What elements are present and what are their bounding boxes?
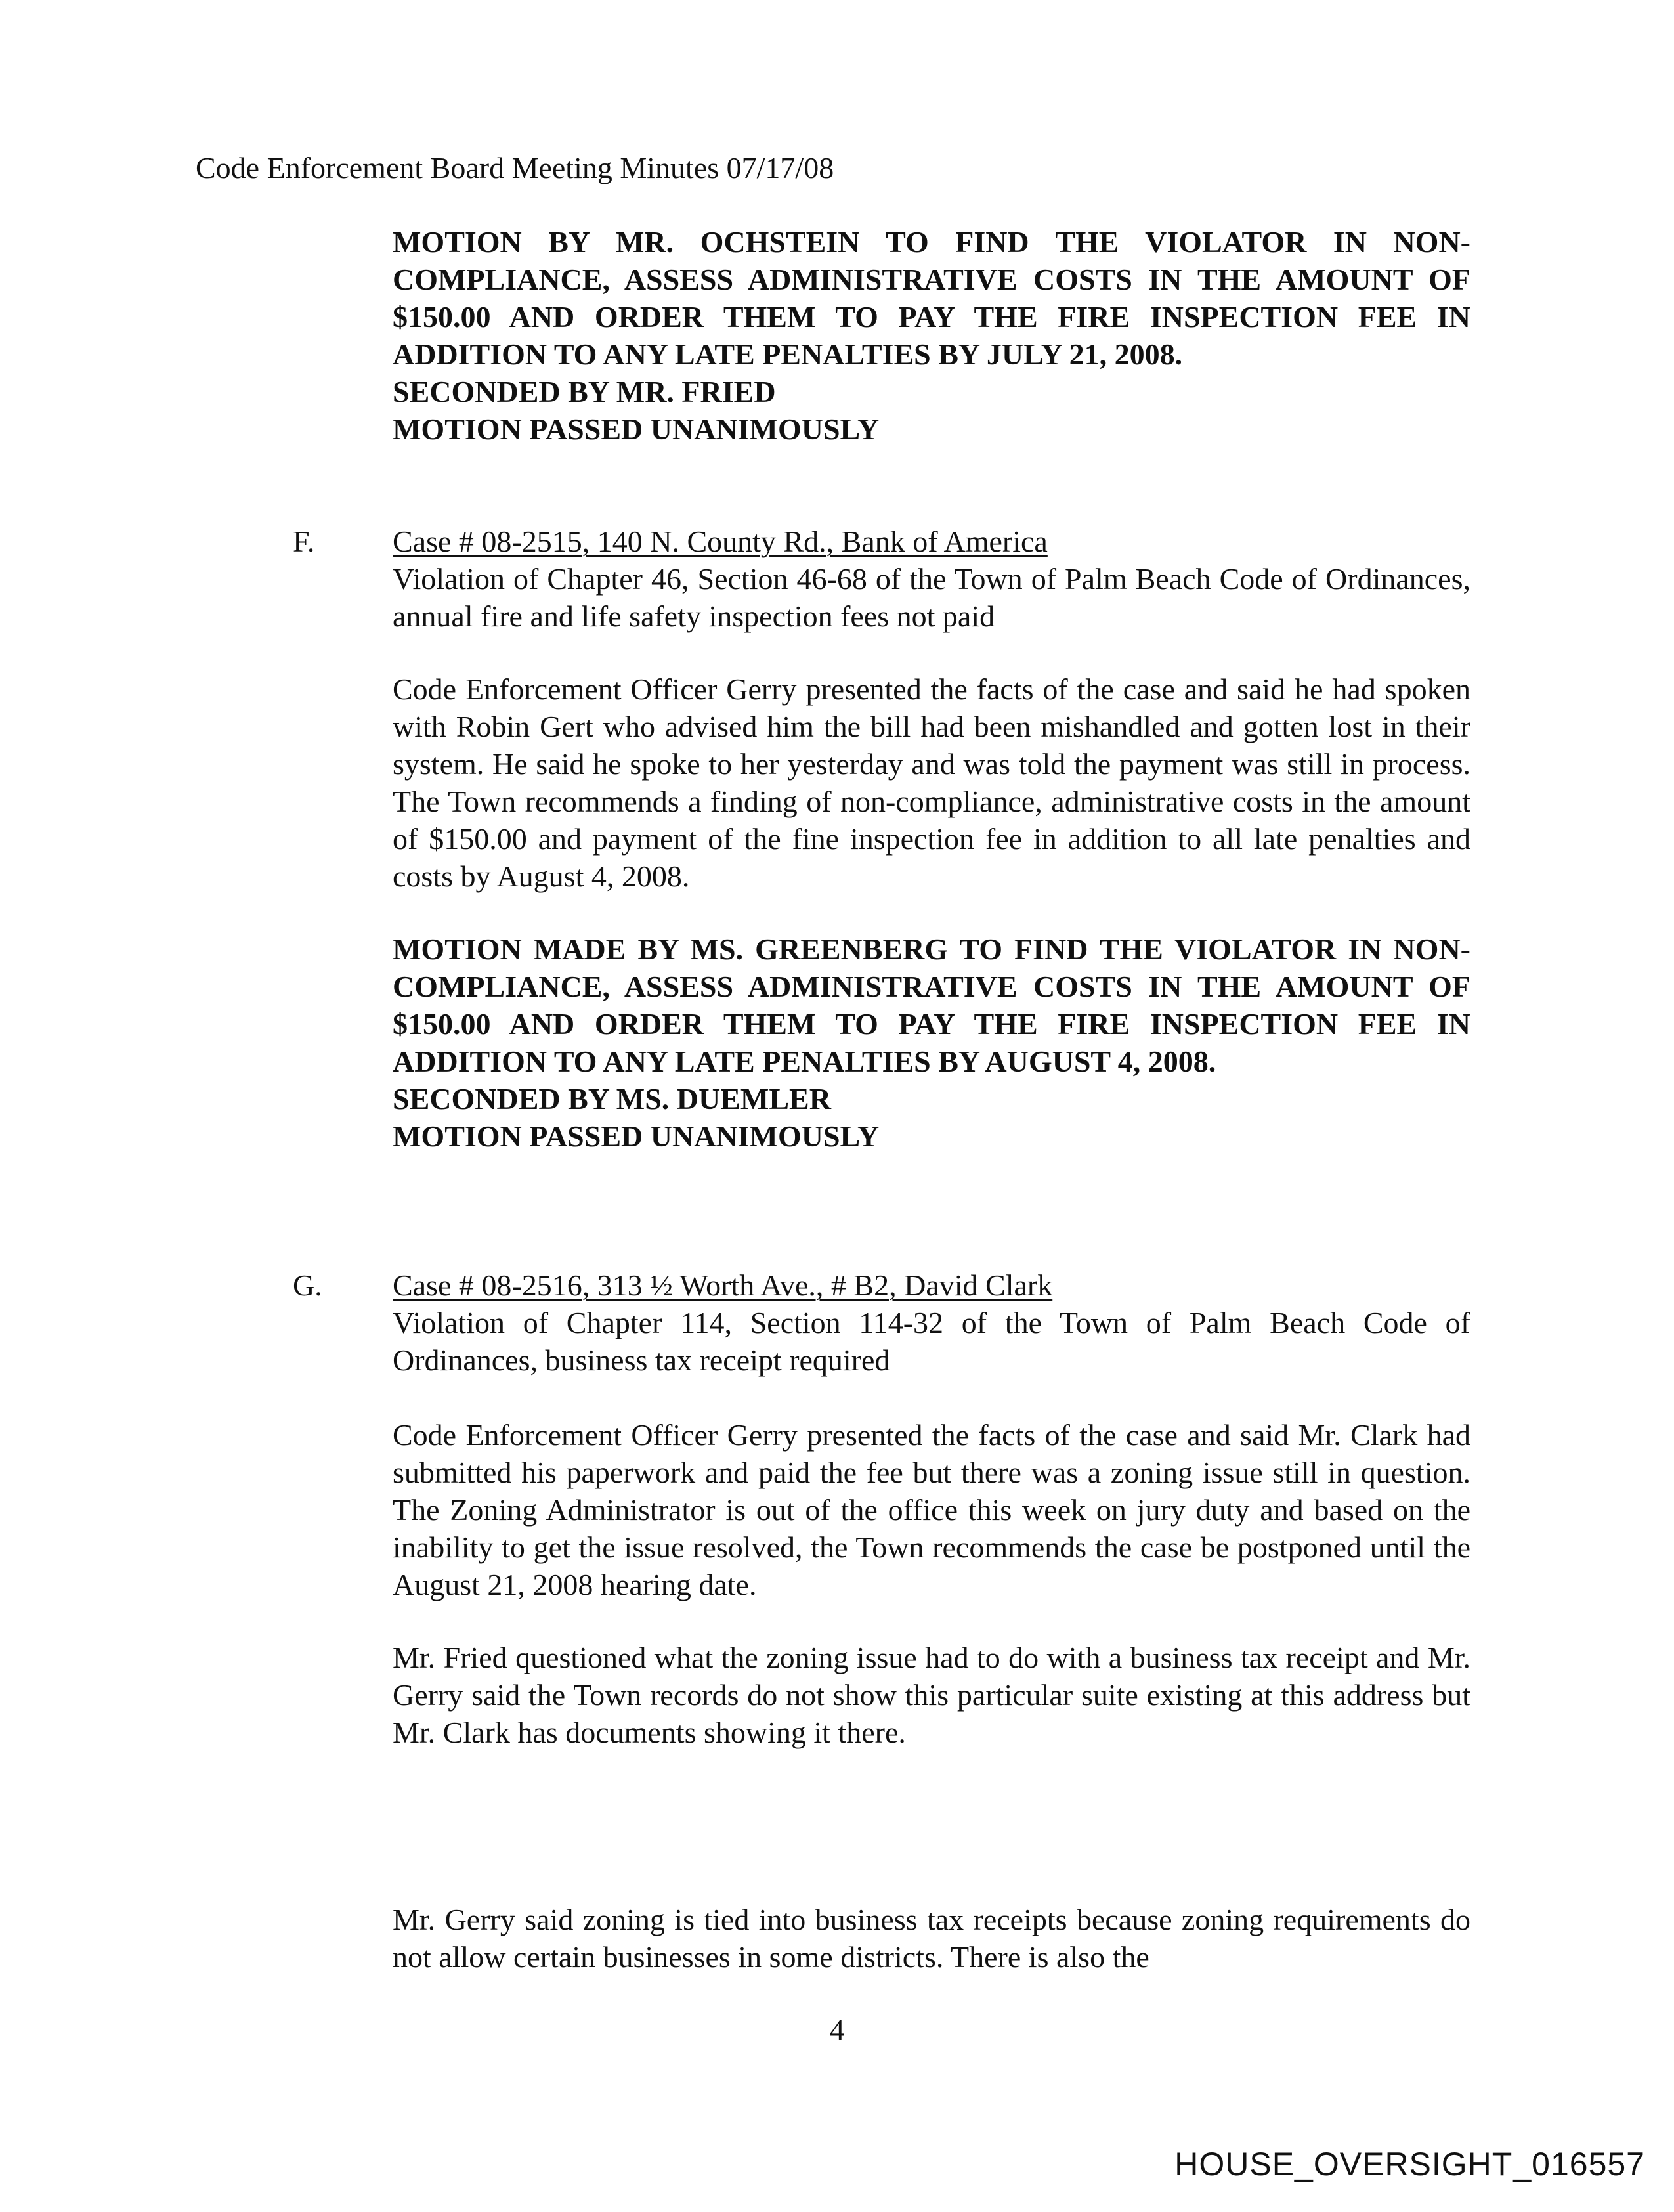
motion-ochstein-result: MOTION PASSED UNANIMOUSLY xyxy=(393,412,880,446)
motion-ochstein-text: MOTION BY MR. OCHSTEIN TO FIND THE VIOLATOR IN NON-COMPLIANCE, ASSESS ADMINISTRATIVE COSTS IN THE AMOUNT OF $150.00 AND ORDER THEM TO PAY THE FIRE INSPECTION FEE IN ADDITION TO ANY LATE PENALTIES BY JULY 21, 2008. xyxy=(393,225,1470,371)
motion-greenberg-result: MOTION PASSED UNANIMOUSLY xyxy=(393,1119,880,1153)
bates-number: HOUSE_OVERSIGHT_016557 xyxy=(1174,2146,1645,2182)
case-g-gerry-response: Mr. Gerry said zoning is tied into business tax receipts because zoning requirements do not allow certain businesses in some districts. There is also the xyxy=(393,1903,1470,1974)
case-g-facts: Code Enforcement Officer Gerry presented the facts of the case and said Mr. Clark had submitted his paperwork and paid the fee but there was a zoning issue still in question. The Zoning Administrator is out of the office this week on jury duty and based on the inability to get the issue resolved, the Town recommends the case be postponed until the August 21, 2008 hearing date. xyxy=(393,1418,1470,1601)
case-f-marker: F. xyxy=(293,525,315,558)
motion-ochstein-seconded: SECONDED BY MR. FRIED xyxy=(393,375,776,408)
case-f-facts: Code Enforcement Officer Gerry presented the facts of the case and said he had spoken with Robin Gert who advised him the bill had been mishandled and gotten lost in their system. He said he spoke to her yesterday and was told the payment was still in process. The Town recommends a finding of non-compliance, administrative costs in the amount of $150.00 and payment of the fine inspection fee in addition to all late penalties and costs by August 4, 2008. xyxy=(393,672,1470,893)
case-f-title: Case # 08-2515, 140 N. County Rd., Bank of America xyxy=(393,525,1048,558)
motion-greenberg xyxy=(393,930,1470,1155)
page-number: 4 xyxy=(829,2013,845,2047)
motion-greenberg-seconded: SECONDED BY MS. DUEMLER xyxy=(393,1082,831,1116)
case-g-title: Case # 08-2516, 313 ½ Worth Ave., # B2, David Clark xyxy=(393,1269,1053,1302)
case-g-header xyxy=(393,1267,1470,1379)
case-g-marker: G. xyxy=(293,1269,322,1302)
case-g-violation: Violation of Chapter 114, Section 114-32 of the Town of Palm Beach Code of Ordinances, business tax receipt required xyxy=(393,1306,1470,1377)
case-f-header xyxy=(393,523,1470,635)
case-g-fried-question: Mr. Fried questioned what the zoning issue had to do with a business tax receipt and Mr. Gerry said the Town records do not show this particular suite existing at this address but Mr. Clark has documents showing it there. xyxy=(393,1641,1470,1749)
case-f-violation: Violation of Chapter 46, Section 46-68 of the Town of Palm Beach Code of Ordinances, annual fire and life safety inspection fees not paid xyxy=(393,562,1470,633)
motion-greenberg-text: MOTION MADE BY MS. GREENBERG TO FIND THE VIOLATOR IN NON-COMPLIANCE, ASSESS ADMINISTRATIVE COSTS IN THE AMOUNT OF $150.00 AND ORDER THEM TO PAY THE FIRE INSPECTION FEE IN ADDITION TO ANY LATE PENALTIES BY AUGUST 4, 2008. xyxy=(393,932,1470,1078)
document-header: Code Enforcement Board Meeting Minutes 07/17/08 xyxy=(196,151,834,184)
motion-ochstein xyxy=(393,223,1470,448)
